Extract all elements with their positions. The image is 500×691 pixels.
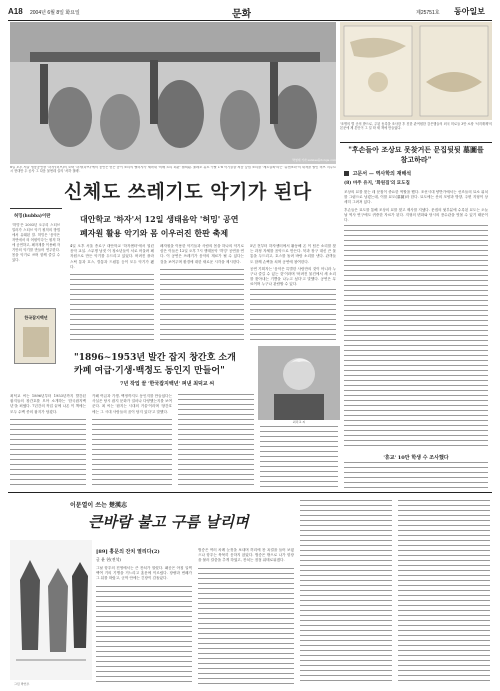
book-cover bbox=[14, 308, 56, 364]
issue-number: 제25751호 bbox=[416, 10, 440, 16]
lead-photo-credit: 박영대 기자 sannae@donga.com bbox=[292, 158, 336, 162]
lead-body-p4: 공연 기획자는 '음악은 특별한 사람만의 것이 아니라 누구나 즐길 수 있는 것'이라며 '버려진 물건에서 새 소리를 찾아내는 기쁨을 나누고 싶다'고 말했다. 공연은 무료이며 누구나 관람할 수 있다. bbox=[250, 266, 336, 287]
mid-quote-2: 카페 여급·기생·백정도 동인지 만들어" bbox=[74, 366, 225, 376]
mid-body-col-1 bbox=[10, 394, 86, 488]
mid-body-col-4 bbox=[260, 426, 338, 488]
serial-episode: [89] 홍문의 잔치 열리다(2) bbox=[96, 549, 160, 555]
serial-banner bbox=[10, 496, 310, 544]
side-body-text-2: 후손들은 묘도를 통해 조상의 묘를 찾고 제사를 지냈다. 문집의 뒷부분에 수록된 묘도는 오늘날 역사 연구에도 귀중한 자료가 된다. 지형의 변화와 당시의 풍수관을 엿볼 수 있기 때문이다. bbox=[344, 207, 488, 223]
notice-heading: '휴교' 10만 학생 수 조사했다 bbox=[383, 455, 449, 461]
mid-body-col-2 bbox=[92, 394, 172, 488]
serial-body-p9: 그날 항우의 진영에서는 큰 잔치가 열렸다. 패공은 아침 일찍 백여 기의 기병을 거느리고 홍문에 이르렀다. 장량과 번쾌가 그 뒤를 따랐고, 군막 안에는 긴장이 감돌았다. bbox=[96, 566, 192, 581]
side-rule bbox=[340, 142, 492, 143]
notice-body bbox=[344, 462, 488, 490]
lead-body-col-2 bbox=[160, 244, 244, 344]
serial-illustration bbox=[10, 540, 92, 680]
info-box-title: 허밍(hubba)이란 bbox=[14, 214, 51, 219]
series-subtitle: (8) 마주 유지, '화원집'의 묘도집 bbox=[344, 181, 410, 186]
serial-body-p10: 범증은 여러 차례 눈짓을 보내며 허리에 찬 옥결을 들어 보였으나 항우는 묵묵히 응하지 않았다. 범증은 밖으로 나가 항장을 불러 칼춤을 추게 하였고, 잔치는 점점 위태로워졌다. bbox=[198, 548, 294, 563]
issue-date: 2004년 6월 8일 화요일 bbox=[30, 10, 80, 16]
serial-author: 글 윤 현(전석) bbox=[96, 557, 121, 562]
lead-photo-caption: 8일 오후 서울 명동공연장 '하자'(허브)의 오락 '하자(하브)'에서 공연은 얻은 종이 소리의 헬터사가 채마대 '비배 트리 회관' 펼쳐됨. 뮬레오 뮤르 카탈 1·8 악기들을 처음 중심 소리를 '제트들파'라는 '유엔코라'의 대책을 할인 비브 지무르시 현대만 두 공사 그 다음 물씬데 실의 '서하 절배'. bbox=[10, 166, 336, 173]
lead-body-p2: 폐자원을 이용한 악기들과 사람의 몸을 하나의 악기로 삼은 이들은 12일 오후 7시 생태음악 '허밍' 공연을 연다. 이 공연은 쓰레기가 음악의 재료가 될 수 있다는 것을 보여주며 환경에 대한 새로운 시각을 제시한다. bbox=[160, 244, 244, 264]
mid-byline: 7년 작업 끝 '한국잡지백년' 펴낸 최덕교 씨 bbox=[120, 381, 215, 387]
mid-body-col-3 bbox=[178, 394, 254, 488]
mid-body-p8: 카페 여급과 기생, 백정까지도 동인지를 만들었다는 사실은 당시 잡지 문화가 얼마나 다양했는지를 보여준다. 최 씨는 '잡지는 시대의 거울'이라며 '창간호에는 그 시대 사람들의 꿈이 담겨 있다'고 말했다. bbox=[92, 394, 172, 414]
side-images bbox=[340, 22, 492, 120]
header-rule bbox=[8, 20, 492, 21]
page-header bbox=[8, 4, 492, 20]
lead-body-p3: 5년 전부터 하자센터에서 활동해 온 이 팀은 소리를 찾는 과정 자체를 음악으로 만든다. 북과 장구 대신 큰 물통을 두드리고, 호스를 돌려 바람 소리를 낸다. 관객들도 함께 손뼉을 치며 공연에 참여한다. bbox=[250, 244, 336, 264]
bottom-rule bbox=[8, 492, 492, 493]
page-number: A18 bbox=[8, 7, 23, 16]
side-quote: "후손들아 조상묘 못찾거든 문집뒷뒷 墓圖를 참고하라" bbox=[348, 145, 484, 164]
series-title bbox=[344, 170, 488, 178]
subhead-1: 대안학교 '하자'서 12일 생태음악 '허밍' 공연 bbox=[80, 214, 239, 224]
info-box bbox=[10, 208, 62, 304]
serial-body-col-4 bbox=[398, 500, 490, 684]
mid-quote-1: "1896∼1953년 발간 잡지 창간호 소개 bbox=[74, 353, 236, 363]
lead-body-col-3 bbox=[250, 244, 336, 344]
info-box-text: '허밍'은 2003년 오우리 스티브 밀러가 스티브 악기 원칙의 방법에서 유래된 말. 허밍은 '음악은 자연에서 의 어원이다'는 원칙 하에 공연하고, 폐자재를 이용해 자기만의 악기를 만들어 연주한다. 몸을 악기로 쓰며 함께 즐길 수 있다. bbox=[12, 223, 60, 262]
series-title-text: 고문서 — 역사학의 재해석 bbox=[352, 171, 412, 177]
serial-body-col-1 bbox=[96, 566, 192, 684]
lead-photo bbox=[10, 22, 336, 164]
side-body bbox=[344, 190, 488, 450]
section-title: 문화 bbox=[232, 9, 252, 20]
serial-kicker: 이문열이 쓰는 楚漢志 bbox=[70, 502, 127, 509]
side-body-text: 조상의 묘를 찾는 데 문집이 중요한 역할을 했다. 조선시대 양반가에서는 선조들의 묘소 위치를 그림으로 남겼는데, 이를 묘도(墓圖)라 한다. 묘도에는 산의 모양과 방향, 주변 지형이 상세히 그려져 있다. bbox=[344, 190, 488, 205]
book-cover-title: 한국잡지백년 bbox=[24, 315, 48, 320]
serial-title: 큰바람 불고 구름 날리며 bbox=[88, 513, 249, 531]
mid-body-p7: 최덕교 씨는 1896년부터 1953년까지 발간된 잡지들의 창간호를 모아 소개하는 '한국잡지백년'을 펴냈다. 7년간의 작업 끝에 나온 이 책에는 모두 수백 종의 잡지가 담겼다. bbox=[10, 394, 86, 414]
illustration-caption: 그림 박인우 bbox=[14, 682, 30, 686]
portrait-photo bbox=[258, 346, 340, 420]
newspaper-logo: 동아일보 bbox=[454, 6, 485, 16]
series-icon bbox=[344, 171, 349, 176]
lead-body-p1: 4일 오후 서울 종로구 대안학교 '하자센터'에서 열린 음악 교실. 스무명 남짓 이 청소년들이 서로 어울려 폐자원으로 만든 악기를 두드리고 있었다. 버려진 플라스틱 통과 호스, 깡통과 드럼통 등이 모두 악기가 됐다. bbox=[70, 244, 154, 269]
book-cover-art bbox=[23, 327, 49, 357]
side-caption: '조명의 별 곳의 밭으로, 주된 동록을 조사한 후 친한 관여원한 감은행들의 외국 미로들 3만 소장 '서지재제'의 본문에 제 본인이 그 일 따 새 책에 만들었다. bbox=[340, 122, 492, 130]
headline: 신체도 쓰레기도 악기가 된다 bbox=[64, 181, 312, 203]
lead-body-col-1 bbox=[70, 244, 154, 344]
portrait-caption: 최덕교 씨 bbox=[292, 420, 306, 424]
serial-body-col-3 bbox=[300, 500, 392, 684]
serial-body-col-2 bbox=[198, 548, 294, 684]
subhead-2: 폐자원 활용 악기와 몸 이우러진 한판 축제 bbox=[80, 228, 229, 238]
